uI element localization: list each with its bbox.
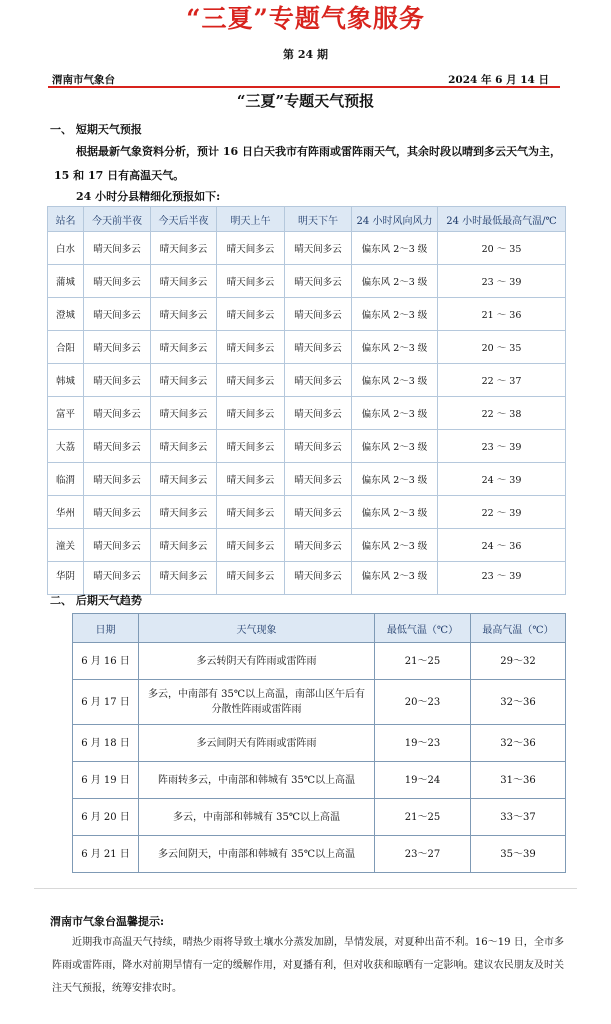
table-row [73, 643, 566, 680]
cell-tonight-second-half: 晴天间多云 [151, 331, 217, 364]
cell-temperature: 21 ～ 36 [438, 298, 566, 331]
cell-wind: 偏东风 2～3 级 [352, 397, 438, 430]
cell-station: 韩城 [48, 364, 84, 397]
tips-body: 近期我市高温天气持续，晴热少雨将导致土壤水分蒸发加剧，旱情发展，对夏种出苗不利。16～19 日，全市多阵雨或雷阵雨，降水对前期旱情有一定的缓解作用，对夏播有利，但对收获和晾晒有一定影响。建议农民朋友及时关注天气预报，统筹安排农时。 [52, 937, 564, 994]
cell-date: 6 月 19 日 [73, 762, 139, 799]
table-header-row [73, 614, 566, 643]
tips-title: 渭南市气象台温馨提示: [50, 915, 165, 928]
cell-station: 白水 [48, 232, 84, 265]
cell-temperature: 20 ～ 35 [438, 232, 566, 265]
cell-low-temp: 20～23 [375, 680, 471, 725]
cell-weather: 阵雨转多云，中南部和韩城有 35℃以上高温 [139, 762, 375, 799]
table-row [73, 762, 566, 799]
cell-tonight-first-half: 晴天间多云 [84, 397, 151, 430]
short-term-summary: 根据最新气象资料分析，预计 16 日白天我市有阵雨或雷阵雨天气，其余时段以晴到多云天气为主，15 和 17 日有高温天气。 [54, 145, 561, 182]
column-header-tomorrow-morning: 明天上午 [217, 207, 285, 232]
cell-station: 潼关 [48, 529, 84, 562]
cell-station: 蒲城 [48, 265, 84, 298]
cell-tomorrow-afternoon: 晴天间多云 [285, 232, 352, 265]
section-heading-trend: 二、 后期天气趋势 [50, 594, 142, 607]
cell-tonight-second-half: 晴天间多云 [151, 232, 217, 265]
cell-tonight-second-half: 晴天间多云 [151, 463, 217, 496]
cell-tomorrow-morning: 晴天间多云 [217, 430, 285, 463]
column-header-station: 站名 [48, 207, 84, 232]
cell-station: 合阳 [48, 331, 84, 364]
cell-temperature: 22 ～ 38 [438, 397, 566, 430]
cell-tomorrow-afternoon: 晴天间多云 [285, 265, 352, 298]
cell-high-temp: 35～39 [471, 836, 566, 873]
table-row [73, 836, 566, 873]
cell-tomorrow-morning: 晴天间多云 [217, 331, 285, 364]
cell-temperature: 23 ～ 39 [438, 265, 566, 298]
table-row [48, 232, 566, 265]
cell-wind: 偏东风 2～3 级 [352, 232, 438, 265]
cell-tomorrow-afternoon: 晴天间多云 [285, 397, 352, 430]
cell-date: 6 月 16 日 [73, 643, 139, 680]
table-row [73, 725, 566, 762]
trend-table [72, 613, 566, 873]
cell-weather: 多云，中南部和韩城有 35℃以上高温 [139, 799, 375, 836]
cell-high-temp: 31～36 [471, 762, 566, 799]
cell-tomorrow-afternoon: 晴天间多云 [285, 463, 352, 496]
cell-tomorrow-morning: 晴天间多云 [217, 397, 285, 430]
cell-tonight-second-half: 晴天间多云 [151, 562, 217, 595]
table-row [48, 562, 566, 595]
cell-station: 澄城 [48, 298, 84, 331]
cell-temperature: 22 ～ 37 [438, 364, 566, 397]
cell-tonight-first-half: 晴天间多云 [84, 463, 151, 496]
cell-weather: 多云，中南部有 35℃以上高温，南部山区午后有分散性阵雨或雷阵雨 [139, 680, 375, 725]
column-header-high-temp: 最高气温（℃） [471, 614, 566, 643]
section-divider [34, 888, 577, 889]
cell-tomorrow-afternoon: 晴天间多云 [285, 496, 352, 529]
cell-tomorrow-morning: 晴天间多云 [217, 529, 285, 562]
cell-wind: 偏东风 2～3 级 [352, 496, 438, 529]
cell-weather: 多云间阴天有阵雨或雷阵雨 [139, 725, 375, 762]
cell-high-temp: 32～36 [471, 725, 566, 762]
issuing-organization: 渭南市气象台 [52, 74, 115, 86]
table-row [73, 680, 566, 725]
header-divider [48, 86, 560, 88]
table-row [48, 529, 566, 562]
cell-date: 6 月 18 日 [73, 725, 139, 762]
cell-tomorrow-afternoon: 晴天间多云 [285, 331, 352, 364]
table-row [48, 496, 566, 529]
table-row [48, 430, 566, 463]
cell-tomorrow-afternoon: 晴天间多云 [285, 298, 352, 331]
cell-temperature: 23 ～ 39 [438, 562, 566, 595]
cell-tonight-second-half: 晴天间多云 [151, 430, 217, 463]
cell-tomorrow-morning: 晴天间多云 [217, 463, 285, 496]
cell-wind: 偏东风 2～3 级 [352, 562, 438, 595]
cell-temperature: 20 ～ 35 [438, 331, 566, 364]
cell-wind: 偏东风 2～3 级 [352, 463, 438, 496]
cell-tonight-second-half: 晴天间多云 [151, 397, 217, 430]
cell-temperature: 24 ～ 39 [438, 463, 566, 496]
cell-tomorrow-afternoon: 晴天间多云 [285, 430, 352, 463]
cell-tomorrow-afternoon: 晴天间多云 [285, 529, 352, 562]
cell-station: 华阴 [48, 562, 84, 595]
cell-wind: 偏东风 2～3 级 [352, 298, 438, 331]
cell-tomorrow-morning: 晴天间多云 [217, 364, 285, 397]
cell-low-temp: 19～23 [375, 725, 471, 762]
table-row [48, 298, 566, 331]
table-row [73, 799, 566, 836]
issue-date: 2024 年 6 月 14 日 [448, 74, 549, 86]
cell-tonight-first-half: 晴天间多云 [84, 496, 151, 529]
column-header-date: 日期 [73, 614, 139, 643]
cell-wind: 偏东风 2～3 级 [352, 265, 438, 298]
cell-tomorrow-afternoon: 晴天间多云 [285, 364, 352, 397]
cell-tonight-first-half: 晴天间多云 [84, 562, 151, 595]
column-header-tomorrow-afternoon: 明天下午 [285, 207, 352, 232]
cell-tonight-first-half: 晴天间多云 [84, 331, 151, 364]
column-header-wind: 24 小时风向风力 [352, 207, 438, 232]
cell-tonight-second-half: 晴天间多云 [151, 298, 217, 331]
cell-wind: 偏东风 2～3 级 [352, 430, 438, 463]
cell-tomorrow-morning: 晴天间多云 [217, 298, 285, 331]
cell-low-temp: 23～27 [375, 836, 471, 873]
cell-tonight-first-half: 晴天间多云 [84, 265, 151, 298]
column-header-temperature: 24 小时最低最高气温/℃ [438, 207, 566, 232]
cell-high-temp: 32～36 [471, 680, 566, 725]
table-row [48, 265, 566, 298]
column-header-weather: 天气现象 [139, 614, 375, 643]
cell-tonight-second-half: 晴天间多云 [151, 529, 217, 562]
cell-wind: 偏东风 2～3 级 [352, 331, 438, 364]
cell-station: 大荔 [48, 430, 84, 463]
cell-low-temp: 21～25 [375, 643, 471, 680]
column-header-tonight-second-half: 今天后半夜 [151, 207, 217, 232]
cell-low-temp: 19～24 [375, 762, 471, 799]
document-title: “三夏”专题天气预报 [236, 92, 375, 110]
cell-temperature: 22 ～ 39 [438, 496, 566, 529]
cell-tonight-second-half: 晴天间多云 [151, 496, 217, 529]
table-row [48, 397, 566, 430]
cell-tonight-first-half: 晴天间多云 [84, 232, 151, 265]
table-intro: 24 小时分县精细化预报如下: [76, 190, 221, 203]
cell-temperature: 24 ～ 36 [438, 529, 566, 562]
table-row [48, 364, 566, 397]
cell-high-temp: 29～32 [471, 643, 566, 680]
cell-station: 富平 [48, 397, 84, 430]
cell-tonight-first-half: 晴天间多云 [84, 430, 151, 463]
cell-tomorrow-morning: 晴天间多云 [217, 265, 285, 298]
table-row [48, 463, 566, 496]
table-row [48, 331, 566, 364]
cell-weather: 多云间阴天，中南部和韩城有 35℃以上高温 [139, 836, 375, 873]
cell-station: 临渭 [48, 463, 84, 496]
cell-tonight-second-half: 晴天间多云 [151, 364, 217, 397]
cell-tonight-first-half: 晴天间多云 [84, 364, 151, 397]
cell-date: 6 月 20 日 [73, 799, 139, 836]
section-heading-short-term: 一、 短期天气预报 [50, 123, 142, 136]
cell-tomorrow-afternoon: 晴天间多云 [285, 562, 352, 595]
cell-wind: 偏东风 2～3 级 [352, 364, 438, 397]
cell-station: 华州 [48, 496, 84, 529]
column-header-tonight-first-half: 今天前半夜 [84, 207, 151, 232]
cell-wind: 偏东风 2～3 级 [352, 529, 438, 562]
cell-weather: 多云转阴天有阵雨或雷阵雨 [139, 643, 375, 680]
cell-tomorrow-morning: 晴天间多云 [217, 232, 285, 265]
cell-tomorrow-morning: 晴天间多云 [217, 562, 285, 595]
masthead-title: “三夏”专题气象服务 [186, 4, 425, 33]
cell-date: 6 月 21 日 [73, 836, 139, 873]
cell-high-temp: 33～37 [471, 799, 566, 836]
cell-tonight-first-half: 晴天间多云 [84, 298, 151, 331]
county-forecast-table [47, 206, 566, 595]
cell-date: 6 月 17 日 [73, 680, 139, 725]
cell-temperature: 23 ～ 39 [438, 430, 566, 463]
cell-tomorrow-morning: 晴天间多云 [217, 496, 285, 529]
cell-tonight-second-half: 晴天间多云 [151, 265, 217, 298]
column-header-low-temp: 最低气温（℃） [375, 614, 471, 643]
table-header-row [48, 207, 566, 232]
cell-tonight-first-half: 晴天间多云 [84, 529, 151, 562]
issue-number: 第 24 期 [283, 48, 328, 61]
cell-low-temp: 21～25 [375, 799, 471, 836]
